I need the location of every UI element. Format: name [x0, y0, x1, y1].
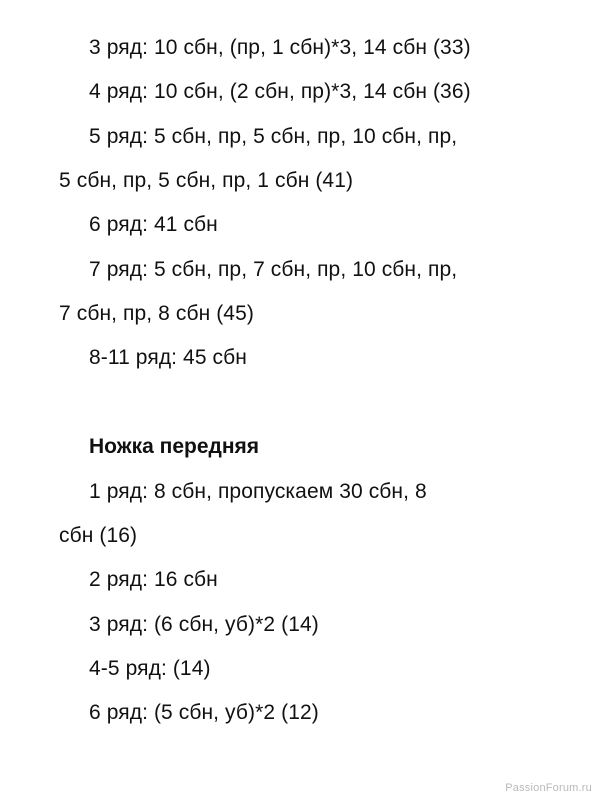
leg-row-4-5-text: 4-5 ряд: (14) [89, 657, 211, 680]
watermark: PassionForum.ru [505, 782, 592, 794]
row-8-11-text: 8-11 ряд: 45 сбн [89, 346, 247, 369]
row-5-text-continued: 5 сбн, пр, 5 сбн, пр, 1 сбн (41) [59, 169, 354, 192]
leg-row-6-text: 6 ряд: (5 сбн, уб)*2 (12) [89, 701, 319, 724]
section-heading: Ножка передняя [89, 435, 260, 458]
leg-row-2-text: 2 ряд: 16 сбн [89, 568, 218, 591]
leg-row-1-text: 1 ряд: 8 сбн, пропускаем 30 сбн, 8 [89, 480, 427, 503]
leg-row-1-text-continued: сбн (16) [59, 524, 138, 547]
row-3-text: 3 ряд: 10 сбн, (пр, 1 сбн)*3, 14 сбн (33) [89, 36, 471, 59]
row-7-text-continued: 7 сбн, пр, 8 сбн (45) [59, 302, 254, 325]
leg-row-3-text: 3 ряд: (6 сбн, уб)*2 (14) [89, 613, 319, 636]
row-5-text: 5 ряд: 5 сбн, пр, 5 сбн, пр, 10 сбн, пр, [89, 125, 458, 148]
row-6-text: 6 ряд: 41 сбн [89, 213, 218, 236]
row-7-text: 7 ряд: 5 сбн, пр, 7 сбн, пр, 10 сбн, пр, [89, 258, 458, 281]
row-4-text: 4 ряд: 10 сбн, (2 сбн, пр)*3, 14 сбн (36) [89, 80, 471, 103]
